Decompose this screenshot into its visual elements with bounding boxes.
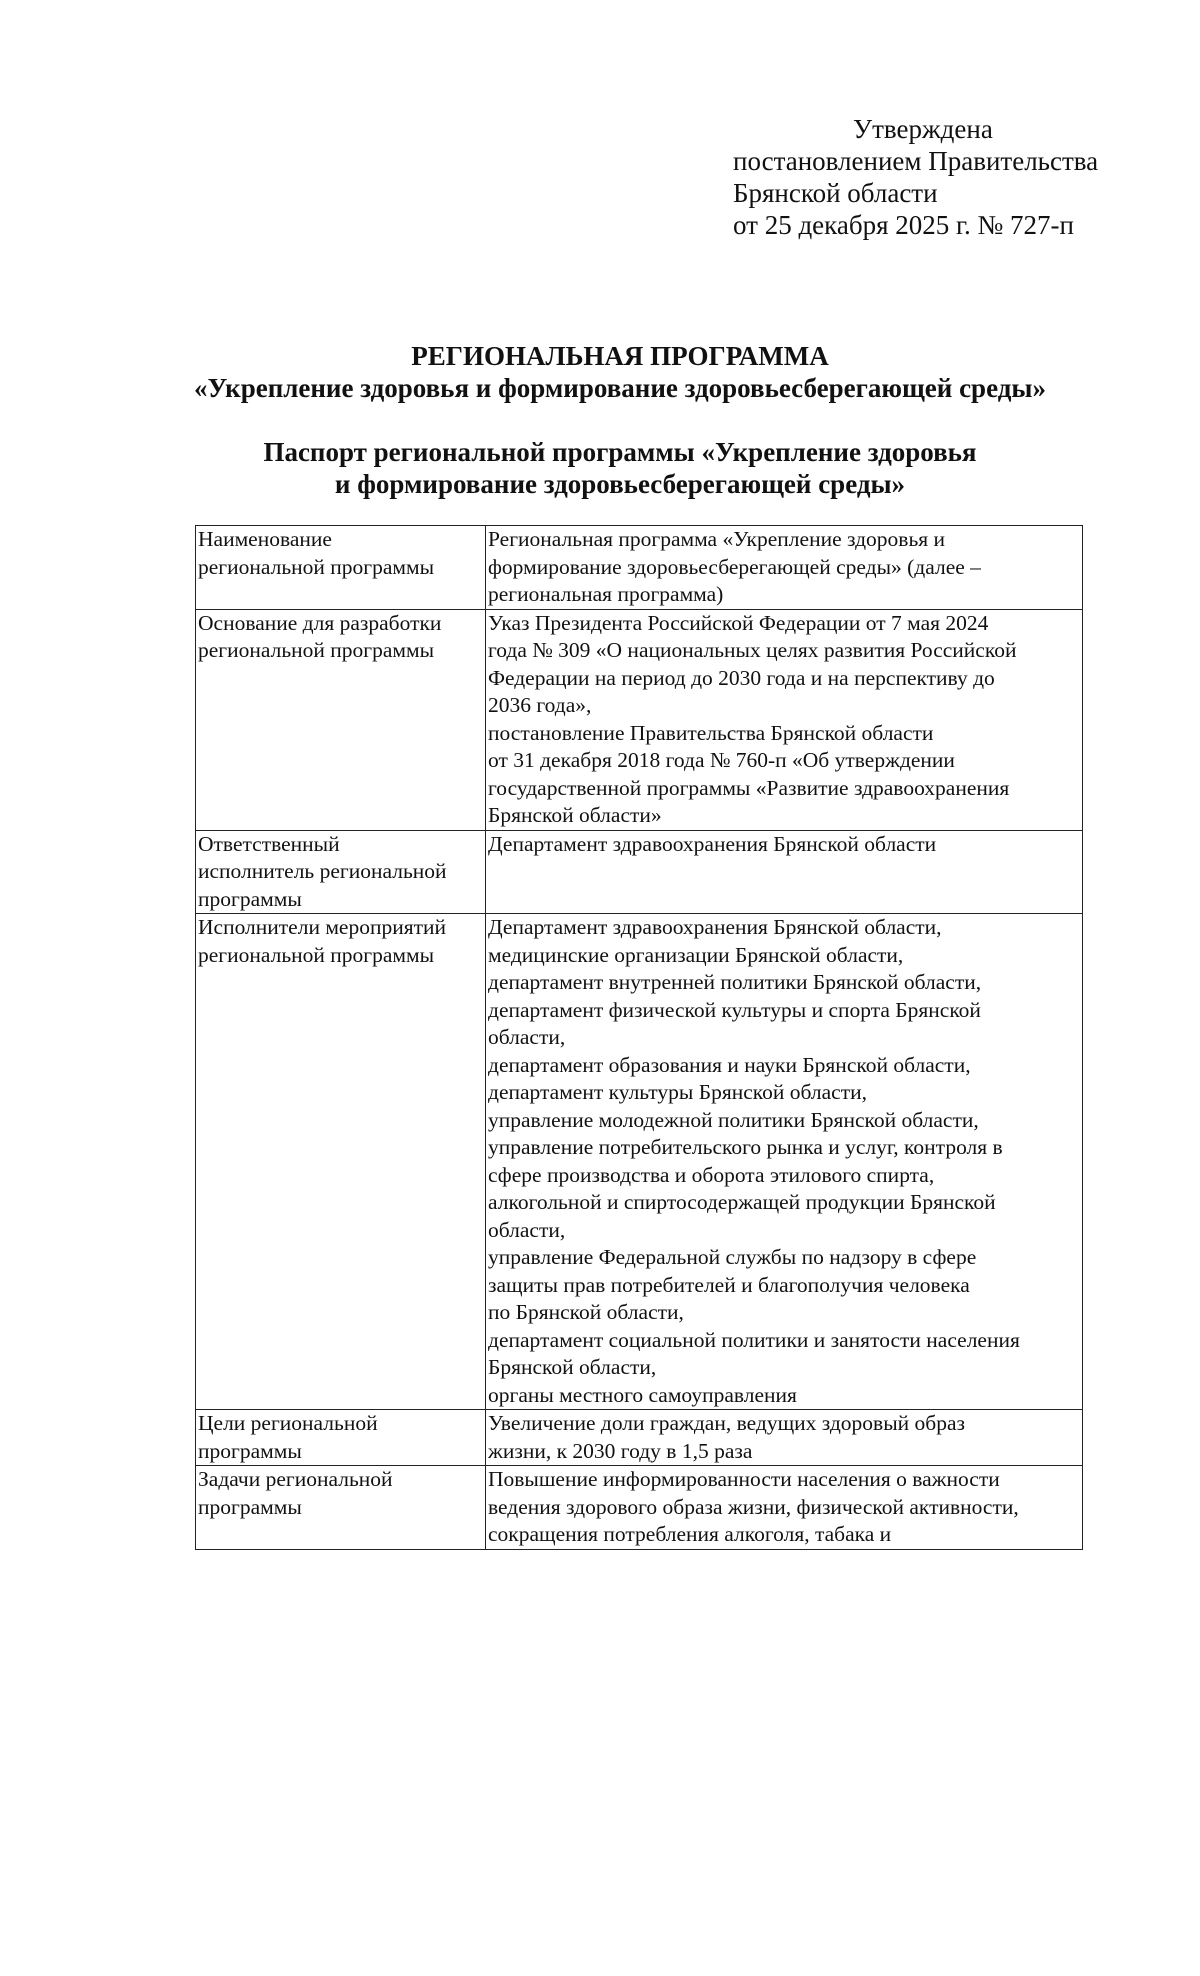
row-label-line: Наименование [198, 527, 332, 551]
row-value-line: департамент образования и науки Брянской области, [488, 1052, 971, 1077]
row-value-line: управление потребительского рынка и услуг, контроля в [488, 1135, 1003, 1159]
approval-stamp [733, 113, 1098, 241]
row-value-cell [486, 830, 1083, 914]
row-value-line: Региональная программа «Укрепление здоровья и [488, 527, 946, 551]
program-title-line: РЕГИОНАЛЬНАЯ ПРОГРАММА [411, 341, 829, 371]
row-label-cell [196, 1466, 486, 1550]
table-row [196, 830, 1083, 914]
approval-line: Утверждена [853, 114, 993, 144]
table-row [196, 914, 1083, 1410]
row-value-cell [486, 609, 1083, 830]
approval-line: Брянской области [733, 178, 938, 208]
row-label-line: исполнитель региональной [198, 859, 447, 883]
row-value-line: года № 309 «О национальных целях развития Российской [488, 638, 1017, 662]
row-label-line: Ответственный [198, 831, 340, 856]
row-value-line: от 31 декабря 2018 года № 760-п «Об утверждении [488, 748, 955, 772]
row-value-line: департамент социальной политики и занятости населения [488, 1327, 1020, 1352]
row-value-line: области, [488, 1217, 566, 1242]
row-value-line: Указ Президента Российской Федерации от 7 мая 2024 [488, 610, 989, 635]
table-row [196, 609, 1083, 830]
row-label-cell [196, 609, 486, 830]
row-label-line: региональной программы [198, 942, 435, 967]
row-label-cell [196, 1410, 486, 1466]
passport-title [150, 436, 1090, 500]
row-value-line: сокращения потребления алкоголя, табака и [488, 1522, 892, 1546]
row-value-line: департамент внутренней политики Брянской области, [488, 970, 982, 994]
row-label-line: региональной программы [198, 554, 435, 579]
row-value-cell [486, 1466, 1083, 1550]
table-row [196, 1466, 1083, 1550]
approval-line: от 25 декабря 2025 г. № 727-п [733, 210, 1074, 240]
row-value-line: по Брянской области, [488, 1300, 684, 1324]
row-value-line: ведения здорового образа жизни, физической активности, [488, 1494, 1019, 1519]
row-value-line: департамент культуры Брянской области, [488, 1080, 867, 1104]
row-value-line: Брянской области» [488, 803, 662, 827]
row-value-line: Департамент здравоохранения Брянской области [488, 831, 937, 856]
program-title [150, 340, 1090, 404]
row-value-line: Повышение информированности населения о важности [488, 1467, 1000, 1491]
row-label-line: Исполнители мероприятий [198, 915, 447, 939]
row-value-cell [486, 1410, 1083, 1466]
table-row [196, 1410, 1083, 1466]
passport-title-line: Паспорт региональной программы «Укрепление здоровья [263, 437, 977, 467]
row-label-line: Задачи региональной [198, 1467, 393, 1491]
row-value-line: управление молодежной политики Брянской области, [488, 1107, 979, 1132]
row-value-line: управление Федеральной службы по надзору в сфере [488, 1245, 977, 1269]
approval-line: постановлением Правительства [733, 146, 1099, 176]
row-value-line: органы местного самоуправления [488, 1382, 797, 1407]
row-label-line: Основание для разработки [198, 610, 442, 635]
row-value-line: медицинские организации Брянской области, [488, 942, 904, 967]
program-title-line: «Укрепление здоровья и формирование здоровьесберегающей среды» [194, 373, 1046, 403]
row-label-line: программы [198, 1438, 302, 1463]
row-value-line: Департамент здравоохранения Брянской области, [488, 915, 942, 939]
passport-title-line: и формирование здоровьесберегающей среды» [334, 469, 906, 499]
row-value-line: алкогольной и спиртосодержащей продукции Брянской [488, 1190, 996, 1214]
row-value-line: формирование здоровьесберегающей среды» (далее – [488, 554, 981, 579]
row-value-line: региональная программа) [488, 582, 724, 606]
row-label-cell [196, 526, 486, 610]
row-value-line: Брянской области, [488, 1355, 657, 1379]
table-row [196, 526, 1083, 610]
row-label-cell [196, 914, 486, 1410]
row-value-line: области, [488, 1025, 566, 1049]
row-value-cell [486, 914, 1083, 1410]
row-value-line: 2036 года», [488, 693, 592, 717]
row-value-line: защиты прав потребителей и благополучия человека [488, 1272, 970, 1297]
row-value-line: государственной программы «Развитие здравоохранения [488, 775, 1010, 800]
row-value-line: Федерации на период до 2030 года и на перспективу до [488, 665, 995, 690]
row-value-line: постановление Правительства Брянской области [488, 720, 934, 745]
row-value-line: жизни, к 2030 году в 1,5 раза [488, 1438, 753, 1463]
row-label-line: региональной программы [198, 638, 435, 662]
row-value-line: Увеличение доли граждан, ведущих здоровый образ [488, 1411, 966, 1435]
row-label-line: программы [198, 886, 302, 911]
row-value-line: департамент физической культуры и спорта Брянской [488, 997, 981, 1022]
row-label-line: Цели региональной [198, 1411, 378, 1435]
row-label-cell [196, 830, 486, 914]
row-label-line: программы [198, 1494, 302, 1519]
passport-table [195, 525, 1083, 1550]
row-value-line: сфере производства и оборота этилового спирта, [488, 1162, 935, 1187]
row-value-cell [486, 526, 1083, 610]
